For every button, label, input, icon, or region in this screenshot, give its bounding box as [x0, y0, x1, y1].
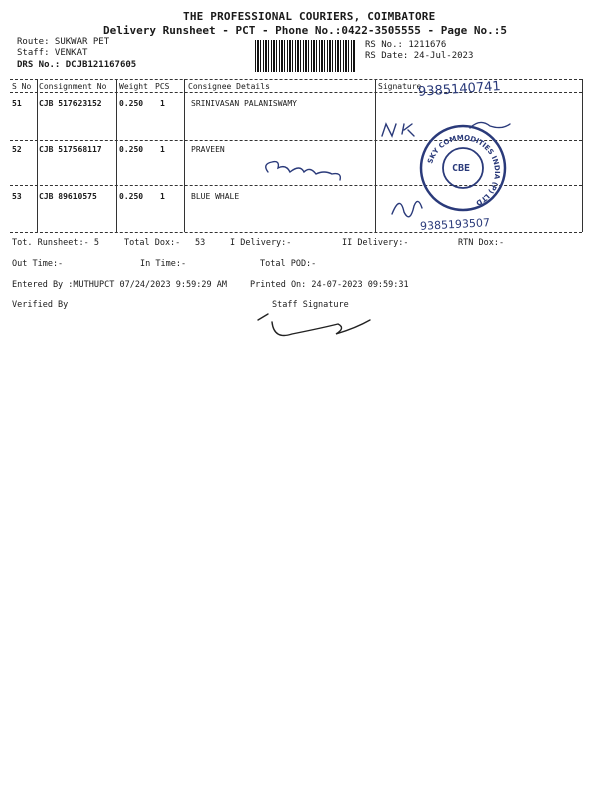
- tot-runsheet: Tot. Runsheet:- 5: [12, 238, 99, 248]
- col-header-sno: S No: [12, 82, 32, 91]
- row-consignee: BLUE WHALE: [191, 192, 240, 201]
- row-weight: 0.250: [119, 99, 144, 108]
- stamp-center: CBE: [452, 163, 471, 174]
- row-consignment: CJB 517623152: [39, 99, 102, 108]
- row-weight: 0.250: [119, 192, 144, 201]
- i-delivery: I Delivery:-: [230, 238, 292, 248]
- row-sno: 53: [12, 192, 22, 201]
- verified-by: Verified By: [12, 300, 69, 310]
- company-title: THE PROFESSIONAL COURIERS, COIMBATORE: [183, 10, 436, 23]
- in-time: In Time:-: [140, 259, 187, 269]
- printed-on: Printed On: 24-07-2023 09:59:31: [250, 280, 409, 290]
- rs-number: RS No.: 1211676: [365, 40, 447, 50]
- rs-date: RS Date: 24-Jul-2023: [365, 51, 474, 61]
- handwritten-phone-1: 9385140741: [417, 79, 502, 100]
- row-consignment: CJB 89610575: [39, 192, 97, 201]
- row-pcs: 1: [160, 145, 165, 154]
- row-consignee: PRAVEEN: [191, 145, 225, 154]
- col-header-consignment: Consignment No: [39, 82, 107, 91]
- staff-signature-label: Staff Signature: [272, 300, 349, 310]
- out-time: Out Time:-: [12, 259, 64, 269]
- row-consignee: SRINIVASAN PALANISWAMY: [191, 99, 297, 108]
- row-consignment: CJB 517568117: [39, 145, 102, 154]
- row-sno: 52: [12, 145, 22, 154]
- row-pcs: 1: [160, 192, 165, 201]
- row-weight: 0.250: [119, 145, 144, 154]
- row-sno: 51: [12, 99, 22, 108]
- handwritten-phone-2: 9385193507: [419, 216, 491, 233]
- rtn-dox: RTN Dox:-: [458, 238, 505, 248]
- col-header-weight: Weight: [119, 82, 148, 91]
- col-header-signature: Signature: [378, 82, 422, 91]
- staff-signature-scribble: [272, 320, 370, 336]
- col-header-pcs: PCS: [155, 82, 170, 91]
- staff-signature-stroke: [258, 314, 268, 320]
- signature-nk: [382, 124, 414, 136]
- entered-by: Entered By :MUTHUPCT 07/24/2023 9:59:29 AM: [12, 280, 227, 290]
- drs-number: DRS No.: DCJB121167605: [17, 60, 137, 70]
- signature-squiggle: [392, 201, 422, 216]
- col-header-consignee: Consignee Details: [188, 82, 270, 91]
- runsheet-subtitle: Delivery Runsheet - PCT - Phone No.:0422-3505555 - Page No.:5: [103, 24, 507, 37]
- total-pod: Total POD:-: [260, 259, 317, 269]
- total-dox-label: Total Dox:-: [124, 238, 181, 248]
- route-label: Route: SUKWAR PET: [17, 37, 110, 47]
- total-dox-value: 53: [195, 238, 206, 248]
- stamp-ring: SKY COMMODITIES INDIA (P) LTD: [426, 133, 502, 207]
- row-pcs: 1: [160, 99, 165, 108]
- ii-delivery: II Delivery:-: [342, 238, 409, 248]
- signature-scribble: [266, 162, 341, 180]
- staff-label: Staff: VENKAT: [17, 48, 88, 58]
